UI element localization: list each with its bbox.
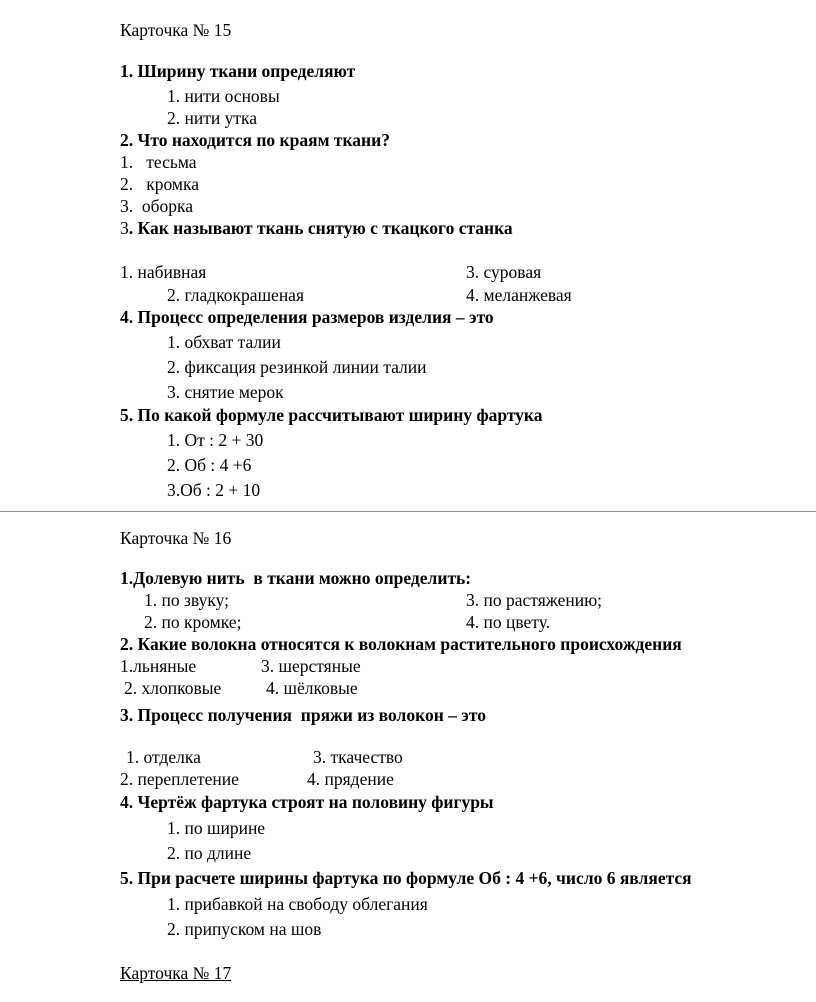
- card-15-q1-option-2: 2. нити утка: [167, 108, 258, 128]
- card-16-q1-option-4: 4. по цвету.: [466, 612, 551, 632]
- card-16-q2-option-4: 4. шёлковые: [266, 678, 358, 698]
- card-15-title: Карточка № 15: [120, 20, 232, 40]
- card-16-question-4: [120, 792, 494, 812]
- card-16-q3-option-4: 4. прядение: [307, 769, 394, 789]
- question-number: 5.: [120, 405, 134, 425]
- card-15-question-3: [120, 218, 513, 238]
- card-16-q4-option-1: 1. по ширине: [167, 818, 266, 838]
- question-number: 5.: [120, 868, 134, 888]
- card-16-q4-option-2: 2. по длине: [167, 843, 252, 863]
- card-16-q2-option-3: 3. шерстяные: [261, 656, 361, 676]
- card-15-q2-option-1: 1. тесьма: [120, 152, 197, 172]
- question-text: При расчете ширины фартука по формуле Об : 4 +6, число 6 является: [137, 868, 692, 888]
- question-number: 1.: [120, 568, 134, 588]
- card-16-q1-option-1: 1. по звуку;: [144, 590, 229, 610]
- card-16-question-5: [120, 868, 692, 888]
- card-16-q2-option-2: 2. хлопковые: [124, 678, 222, 698]
- card-15-q2-option-2: 2. кромка: [120, 174, 199, 194]
- card-16-q3-option-2: 2. переплетение: [120, 769, 239, 789]
- question-number: 3: [120, 218, 129, 238]
- question-text: Что находится по краям ткани?: [137, 130, 390, 150]
- question-text: По какой формуле рассчитывают ширину фартука: [137, 405, 543, 425]
- card-16-question-3: [120, 705, 486, 725]
- card-15-question-4: [120, 307, 494, 327]
- card-15-q5-option-2: 2. Об : 4 +6: [167, 455, 252, 475]
- question-text: Чертёж фартука строят на половину фигуры: [137, 792, 494, 812]
- question-number: 3.: [120, 705, 134, 725]
- question-text: . Как называют ткань снятую с ткацкого станка: [128, 218, 513, 238]
- question-number: 2.: [120, 634, 134, 654]
- card-16-question-2: [120, 634, 682, 654]
- question-text: Процесс определения размеров изделия – это: [137, 307, 494, 327]
- card-15-q3-option-4: 4. меланжевая: [466, 285, 572, 305]
- card-16-title: Карточка № 16: [120, 528, 232, 548]
- card-15-q5-option-3: 3.Об : 2 + 10: [167, 480, 261, 500]
- card-16-q1-option-2: 2. по кромке;: [144, 612, 242, 632]
- card-15-question-5: [120, 405, 543, 425]
- card-15-q5-option-1: 1. От : 2 + 30: [167, 430, 264, 450]
- card-16-q5-option-2: 2. припуском на шов: [167, 919, 322, 939]
- page-break-divider: [0, 511, 816, 512]
- card-15-q4-option-2: 2. фиксация резинкой линии талии: [167, 357, 427, 377]
- card-16-question-1: [120, 568, 471, 588]
- card-16-q2-option-1: 1.льняные: [120, 656, 197, 676]
- card-16-q1-option-3: 3. по растяжению;: [466, 590, 603, 610]
- question-number: 4.: [120, 792, 134, 812]
- card-15-q1-option-1: 1. нити основы: [167, 86, 280, 106]
- card-17-title: Карточка № 17: [120, 963, 232, 983]
- card-15-q4-option-3: 3. снятие мерок: [167, 382, 284, 402]
- card-16-q5-option-1: 1. прибавкой на свободу облегания: [167, 894, 428, 914]
- question-number: 2.: [120, 130, 134, 150]
- question-number: 4.: [120, 307, 134, 327]
- card-16-q3-option-1: 1. отделка: [126, 747, 201, 767]
- question-text: Ширину ткани определяют: [137, 61, 356, 81]
- card-15-question-2: [120, 130, 390, 150]
- question-text: Какие волокна относятся к волокнам растительного происхождения: [137, 634, 682, 654]
- question-text: Процесс получения пряжи из волокон – это: [137, 705, 486, 725]
- card-15-q4-option-1: 1. обхват талии: [167, 332, 281, 352]
- card-15-q2-option-3: 3. оборка: [120, 196, 194, 216]
- question-number: 1.: [120, 61, 134, 81]
- card-15-question-1: [120, 61, 355, 81]
- card-15-q3-option-1: 1. набивная: [120, 262, 207, 282]
- question-text: Долевую нить в ткани можно определить:: [133, 568, 472, 588]
- card-15-q3-option-3: 3. суровая: [466, 262, 542, 282]
- card-16-q3-option-3: 3. ткачество: [313, 747, 403, 767]
- card-15-q3-option-2: 2. гладкокрашеная: [167, 285, 305, 305]
